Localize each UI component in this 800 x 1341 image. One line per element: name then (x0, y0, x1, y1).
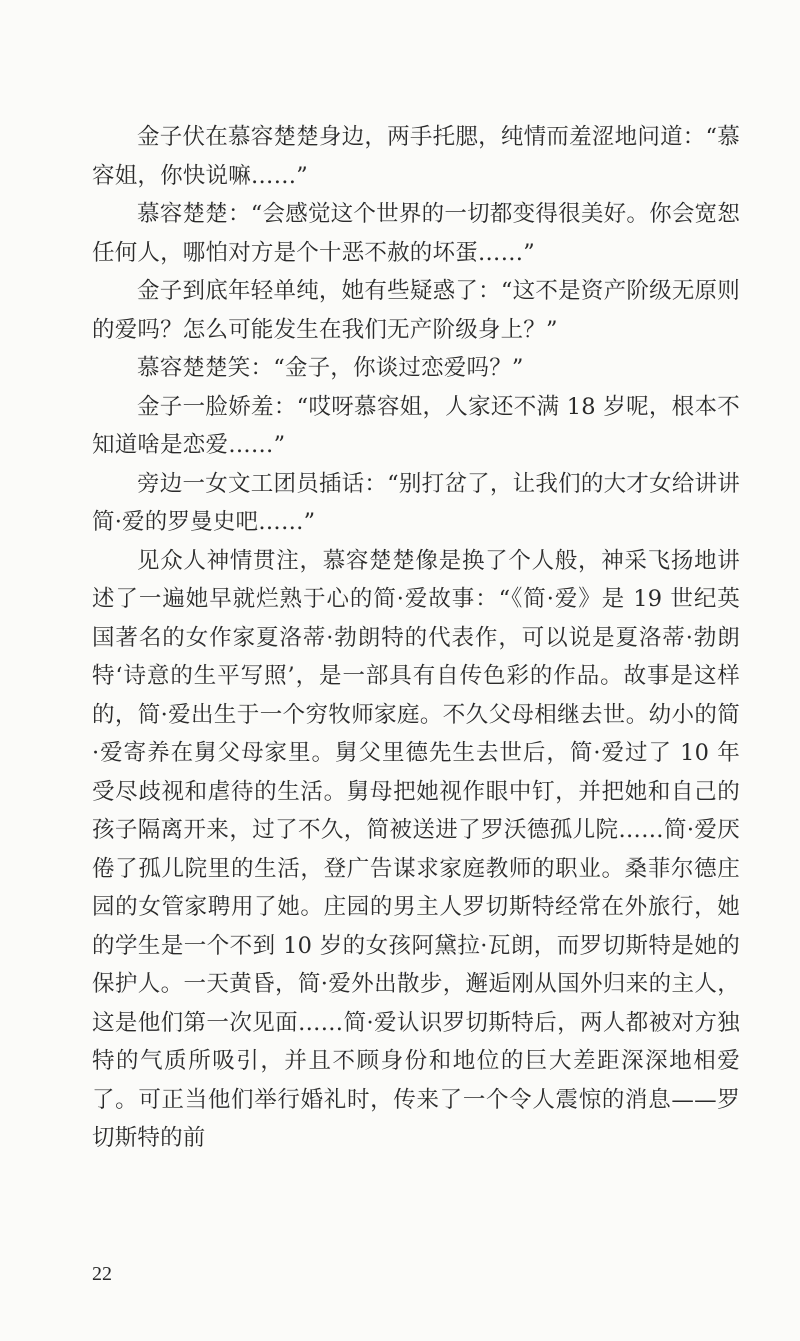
paragraph-2: 慕容楚楚：“会感觉这个世界的一切都变得很美好。你会宽恕任何人，哪怕对方是个十恶不赦的坏蛋……” (92, 201, 740, 266)
paragraph-4: 慕容楚楚笑：“金子，你谈过恋爱吗？” (137, 355, 524, 381)
paragraph-5: 金子一脸娇羞：“哎呀慕容姐，人家还不满 18 岁呢，根本不知道啥是恋爱……” (92, 393, 740, 458)
paragraph-7: 见众人神情贯注，慕容楚楚像是换了个人般，神采飞扬地讲述了一遍她早就烂熟于心的简·爱故事：“《简·爱》是 19 世纪英国著名的女作家夏洛蒂·勃朗特的代表作，可以说是夏洛蒂·勃朗特‘诗意的生平写照’，是一部具有自传色彩的作品。故事是这样的，简·爱出生于一个穷牧师家庭。不久父母相继去世。幼小的简·爱寄养在舅父母家里。舅父里德先生去世后，简·爱过了 10 年受尽歧视和虐待的生活。舅母把她视作眼中钉，并把她和自己的孩子隔离开来，过了不久，简被送进了罗沃德孤儿院……简·爱厌倦了孤儿院里的生活，登广告谋求家庭教师的职业。桑菲尔德庄园的女管家聘用了她。庄园的男主人罗切斯特经常在外旅行，她的学生是一个不到 10 岁的女孩阿黛拉·瓦朗，而罗切斯特是她的保护人。一天黄昏，简·爱外出散步，邂逅刚从国外归来的主人，这是他们第一次见面……简·爱认识罗切斯特后，两人都被对方独特的气质所吸引，并且不顾身份和地位的巨大差距深深地相爱了。可正当他们举行婚礼时，传来了一个令人震惊的消息——罗切斯特的前 (92, 547, 740, 1151)
paragraph-6: 旁边一女文工团员插话：“别打岔了，让我们的大才女给讲讲简·爱的罗曼史吧……” (92, 470, 740, 535)
paragraph-1: 金子伏在慕容楚楚身边，两手托腮，纯情而羞涩地问道：“慕容姐，你快说嘛……” (92, 124, 740, 189)
paragraph-3: 金子到底年轻单纯，她有些疑惑了：“这不是资产阶级无原则的爱吗？怎么可能发生在我们无产阶级身上？” (92, 278, 740, 343)
page-number: 22 (92, 1263, 112, 1285)
page-body-text (92, 118, 740, 1158)
